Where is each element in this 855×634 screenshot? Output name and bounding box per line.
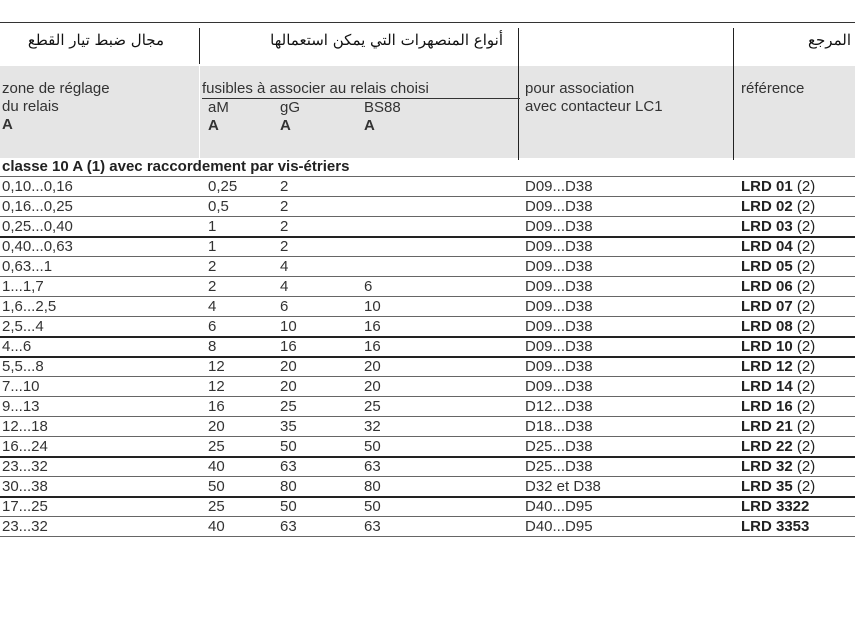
reference-code: LRD 21 bbox=[741, 418, 793, 435]
cell-contactor: D25...D38 bbox=[525, 458, 593, 475]
cell-range: 30...38 bbox=[2, 478, 48, 495]
header-fuse-bs88-unit: A bbox=[364, 117, 375, 134]
cell-contactor: D09...D38 bbox=[525, 218, 593, 235]
cell-contactor: D40...D95 bbox=[525, 498, 593, 515]
cell-contactor: D09...D38 bbox=[525, 198, 593, 215]
cell-am: 2 bbox=[208, 258, 217, 275]
cell-bs88: 16 bbox=[364, 338, 381, 355]
cell-gg: 2 bbox=[280, 178, 289, 195]
cell-range: 0,10...0,16 bbox=[2, 178, 73, 195]
cell-reference bbox=[741, 338, 815, 355]
cell-gg: 20 bbox=[280, 358, 297, 375]
cell-range: 0,25...0,40 bbox=[2, 218, 73, 235]
reference-note: (2) bbox=[792, 378, 816, 395]
cell-reference bbox=[741, 198, 815, 215]
cell-contactor: D12...D38 bbox=[525, 398, 593, 415]
cell-gg: 20 bbox=[280, 378, 297, 395]
cell-reference bbox=[741, 298, 815, 315]
reference-code: LRD 22 bbox=[741, 438, 793, 455]
cell-gg: 6 bbox=[280, 298, 289, 315]
cell-reference bbox=[741, 318, 815, 335]
header-fuse-am-unit: A bbox=[208, 117, 219, 134]
reference-code: LRD 01 bbox=[741, 178, 793, 195]
cell-reference bbox=[741, 478, 815, 495]
reference-code: LRD 03 bbox=[741, 218, 793, 235]
cell-gg: 2 bbox=[280, 238, 289, 255]
cell-gg: 2 bbox=[280, 218, 289, 235]
cell-range: 16...24 bbox=[2, 438, 48, 455]
reference-code: LRD 3322 bbox=[741, 498, 810, 515]
cell-range: 1,6...2,5 bbox=[2, 298, 57, 315]
cell-gg: 16 bbox=[280, 338, 297, 355]
cell-am: 1 bbox=[208, 218, 217, 235]
cell-reference bbox=[741, 378, 815, 395]
cell-contactor: D09...D38 bbox=[525, 278, 593, 295]
cell-contactor: D09...D38 bbox=[525, 258, 593, 275]
table-row bbox=[0, 237, 855, 257]
cell-bs88: 16 bbox=[364, 318, 381, 335]
header-contactor-line1: pour association bbox=[525, 80, 635, 97]
cell-bs88: 20 bbox=[364, 358, 381, 375]
cell-reference bbox=[741, 498, 809, 515]
arabic-header-reference: المرجع bbox=[808, 31, 851, 49]
cell-am: 8 bbox=[208, 338, 217, 355]
cell-am: 1 bbox=[208, 238, 217, 255]
cell-bs88: 10 bbox=[364, 298, 381, 315]
cell-am: 40 bbox=[208, 518, 225, 535]
cell-am: 16 bbox=[208, 398, 225, 415]
header-range-line2: du relais bbox=[2, 98, 59, 115]
cell-reference bbox=[741, 398, 815, 415]
cell-range: 7...10 bbox=[2, 378, 40, 395]
header-range-line1: zone de réglage bbox=[2, 80, 110, 97]
header-reference: référence bbox=[741, 80, 805, 97]
cell-am: 25 bbox=[208, 438, 225, 455]
cell-am: 0,25 bbox=[208, 178, 238, 195]
column-separator bbox=[733, 28, 734, 160]
cell-reference bbox=[741, 518, 809, 535]
cell-gg: 50 bbox=[280, 438, 297, 455]
header-fuse-bs88: BS88 bbox=[364, 99, 401, 116]
cell-gg: 4 bbox=[280, 258, 289, 275]
header-fuse-gg-unit: A bbox=[280, 117, 291, 134]
arabic-header-adjustment-range: مجال ضبط تيار القطع bbox=[27, 31, 164, 49]
table-row bbox=[0, 377, 855, 397]
cell-contactor: D40...D95 bbox=[525, 518, 593, 535]
cell-reference bbox=[741, 418, 815, 435]
cell-contactor: D09...D38 bbox=[525, 318, 593, 335]
reference-note: (2) bbox=[792, 338, 816, 355]
reference-code: LRD 10 bbox=[741, 338, 793, 355]
arabic-header-fuse-types: أنواع المنصهرات التي يمكن استعمالها bbox=[270, 31, 503, 49]
cell-bs88: 32 bbox=[364, 418, 381, 435]
cell-bs88: 6 bbox=[364, 278, 373, 295]
cell-reference bbox=[741, 278, 815, 295]
reference-note: (2) bbox=[792, 458, 816, 475]
cell-bs88: 80 bbox=[364, 478, 381, 495]
cell-range: 5,5...8 bbox=[2, 358, 44, 375]
cell-gg: 63 bbox=[280, 458, 297, 475]
reference-note: (2) bbox=[792, 398, 816, 415]
cell-gg: 35 bbox=[280, 418, 297, 435]
cell-am: 40 bbox=[208, 458, 225, 475]
cell-gg: 80 bbox=[280, 478, 297, 495]
cell-am: 12 bbox=[208, 378, 225, 395]
cell-am: 4 bbox=[208, 298, 217, 315]
section-title: classe 10 A (1) avec raccordement par vis-étriers bbox=[2, 158, 350, 175]
cell-bs88: 63 bbox=[364, 518, 381, 535]
cell-contactor: D09...D38 bbox=[525, 178, 593, 195]
cell-am: 12 bbox=[208, 358, 225, 375]
table-row bbox=[0, 357, 855, 377]
reference-note: (2) bbox=[792, 418, 816, 435]
reference-code: LRD 06 bbox=[741, 278, 793, 295]
cell-am: 6 bbox=[208, 318, 217, 335]
row-rule bbox=[0, 536, 855, 537]
reference-code: LRD 32 bbox=[741, 458, 793, 475]
table-row bbox=[0, 277, 855, 297]
cell-range: 23...32 bbox=[2, 518, 48, 535]
cell-gg: 63 bbox=[280, 518, 297, 535]
reference-note: (2) bbox=[792, 438, 816, 455]
top-rule bbox=[0, 22, 855, 23]
cell-reference bbox=[741, 218, 815, 235]
cell-gg: 4 bbox=[280, 278, 289, 295]
cell-am: 20 bbox=[208, 418, 225, 435]
cell-range: 12...18 bbox=[2, 418, 48, 435]
table-row bbox=[0, 217, 855, 237]
cell-am: 2 bbox=[208, 278, 217, 295]
cell-am: 0,5 bbox=[208, 198, 229, 215]
cell-contactor: D09...D38 bbox=[525, 238, 593, 255]
cell-bs88: 50 bbox=[364, 438, 381, 455]
reference-code: LRD 12 bbox=[741, 358, 793, 375]
table-row bbox=[0, 457, 855, 477]
reference-code: LRD 08 bbox=[741, 318, 793, 335]
table-row bbox=[0, 397, 855, 417]
reference-note: (2) bbox=[792, 358, 816, 375]
cell-range: 0,16...0,25 bbox=[2, 198, 73, 215]
table-row bbox=[0, 197, 855, 217]
reference-code: LRD 05 bbox=[741, 258, 793, 275]
table-row bbox=[0, 517, 855, 537]
reference-code: LRD 07 bbox=[741, 298, 793, 315]
reference-code: LRD 35 bbox=[741, 478, 793, 495]
cell-contactor: D25...D38 bbox=[525, 438, 593, 455]
cell-range: 2,5...4 bbox=[2, 318, 44, 335]
cell-bs88: 50 bbox=[364, 498, 381, 515]
reference-code: LRD 02 bbox=[741, 198, 793, 215]
reference-code: LRD 14 bbox=[741, 378, 793, 395]
column-separator bbox=[199, 28, 200, 64]
cell-reference bbox=[741, 258, 815, 275]
cell-reference bbox=[741, 438, 815, 455]
reference-code: LRD 16 bbox=[741, 398, 793, 415]
reference-note: (2) bbox=[792, 258, 816, 275]
cell-range: 1...1,7 bbox=[2, 278, 44, 295]
cell-bs88: 25 bbox=[364, 398, 381, 415]
cell-bs88: 20 bbox=[364, 378, 381, 395]
cell-range: 0,40...0,63 bbox=[2, 238, 73, 255]
cell-reference bbox=[741, 358, 815, 375]
cell-reference bbox=[741, 458, 815, 475]
cell-contactor: D09...D38 bbox=[525, 358, 593, 375]
cell-gg: 25 bbox=[280, 398, 297, 415]
table-row bbox=[0, 257, 855, 277]
table-row bbox=[0, 317, 855, 337]
reference-note: (2) bbox=[792, 178, 816, 195]
table-row bbox=[0, 437, 855, 457]
reference-code: LRD 04 bbox=[741, 238, 793, 255]
cell-bs88: 63 bbox=[364, 458, 381, 475]
header-contactor-line2: avec contacteur LC1 bbox=[525, 98, 663, 115]
reference-note: (2) bbox=[792, 478, 816, 495]
cell-am: 50 bbox=[208, 478, 225, 495]
cell-contactor: D09...D38 bbox=[525, 338, 593, 355]
cell-reference bbox=[741, 238, 815, 255]
cell-gg: 10 bbox=[280, 318, 297, 335]
reference-note: (2) bbox=[792, 238, 816, 255]
header-fuse-gg: gG bbox=[280, 99, 301, 116]
cell-contactor: D32 et D38 bbox=[525, 478, 601, 495]
cell-am: 25 bbox=[208, 498, 225, 515]
table-row bbox=[0, 497, 855, 517]
cell-gg: 50 bbox=[280, 498, 297, 515]
header-fuses-title: fusibles à associer au relais choisi bbox=[202, 80, 520, 99]
reference-note: (2) bbox=[792, 318, 816, 335]
header-fuse-am: aM bbox=[208, 99, 229, 116]
reference-note: (2) bbox=[792, 278, 816, 295]
table-row bbox=[0, 337, 855, 357]
table-row bbox=[0, 177, 855, 197]
cell-range: 23...32 bbox=[2, 458, 48, 475]
cell-reference bbox=[741, 178, 815, 195]
table-row bbox=[0, 477, 855, 497]
cell-range: 9...13 bbox=[2, 398, 40, 415]
header-range-unit: A bbox=[2, 116, 13, 133]
table-row bbox=[0, 297, 855, 317]
reference-code: LRD 3353 bbox=[741, 518, 810, 535]
cell-range: 0,63...1 bbox=[2, 258, 53, 275]
cell-range: 17...25 bbox=[2, 498, 48, 515]
cell-gg: 2 bbox=[280, 198, 289, 215]
cell-contactor: D09...D38 bbox=[525, 298, 593, 315]
reference-note: (2) bbox=[792, 218, 816, 235]
cell-contactor: D09...D38 bbox=[525, 378, 593, 395]
reference-note: (2) bbox=[792, 298, 816, 315]
table-row bbox=[0, 417, 855, 437]
reference-note: (2) bbox=[792, 198, 816, 215]
cell-contactor: D18...D38 bbox=[525, 418, 593, 435]
cell-range: 4...6 bbox=[2, 338, 32, 355]
